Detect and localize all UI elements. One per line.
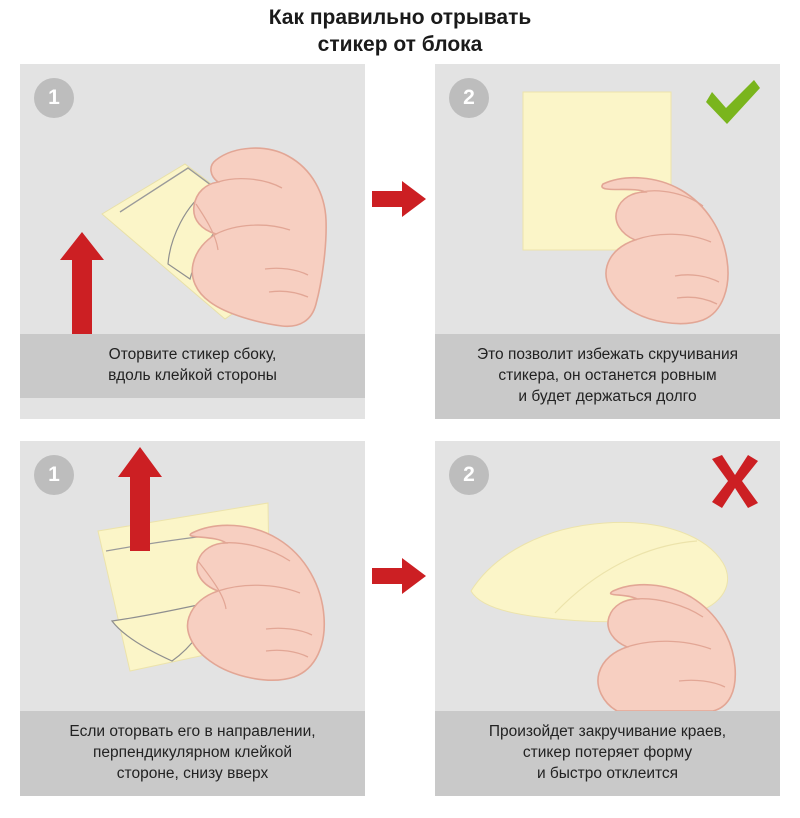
caption-line: Если оторвать его в направлении,: [69, 723, 316, 740]
flow-arrow-1: [365, 64, 435, 334]
instruction-row-2: [20, 441, 780, 796]
caption-line: стикера, он останется ровным: [498, 367, 717, 384]
caption-line: стикер потеряет форму: [522, 744, 693, 761]
caption-line: вдоль клейкой стороны: [108, 367, 277, 384]
page-title: [0, 0, 800, 58]
panel-3: [20, 441, 365, 796]
panel-1: [20, 64, 365, 419]
instruction-row-1: [20, 64, 780, 419]
flow-arrow-2: [365, 441, 435, 711]
step-badge-1: 1: [34, 78, 74, 118]
cross-mark-icon: [706, 455, 764, 509]
panel-4: [435, 441, 780, 796]
caption-line: и будет держаться долго: [518, 388, 697, 405]
panel-3-caption: [20, 711, 365, 796]
check-mark-icon: [702, 78, 764, 130]
right-arrow-icon: [372, 556, 428, 596]
caption-line: стороне, снизу вверх: [116, 765, 269, 782]
instruction-grid: [20, 64, 780, 818]
step-badge-4: 2: [449, 455, 489, 495]
step-badge-3: 1: [34, 455, 74, 495]
page-title-line-2: стикер от блока: [317, 33, 483, 56]
caption-line: Произойдет закручивание краев,: [488, 723, 727, 740]
caption-line: Это позволит избежать скручивания: [476, 346, 738, 363]
caption-line: перпендикулярном клейкой: [93, 744, 292, 761]
caption-line: Оторвите стикер сбоку,: [108, 346, 277, 363]
caption-line: и быстро отклеится: [536, 765, 679, 782]
panel-2: [435, 64, 780, 419]
panel-1-caption: [20, 334, 365, 398]
right-arrow-icon: [372, 179, 428, 219]
page-title-line-1: Как правильно отрывать: [268, 6, 532, 29]
up-arrow-icon: [60, 232, 104, 334]
step-badge-2: 2: [449, 78, 489, 118]
panel-4-caption: [435, 711, 780, 796]
panel-2-caption: [435, 334, 780, 419]
